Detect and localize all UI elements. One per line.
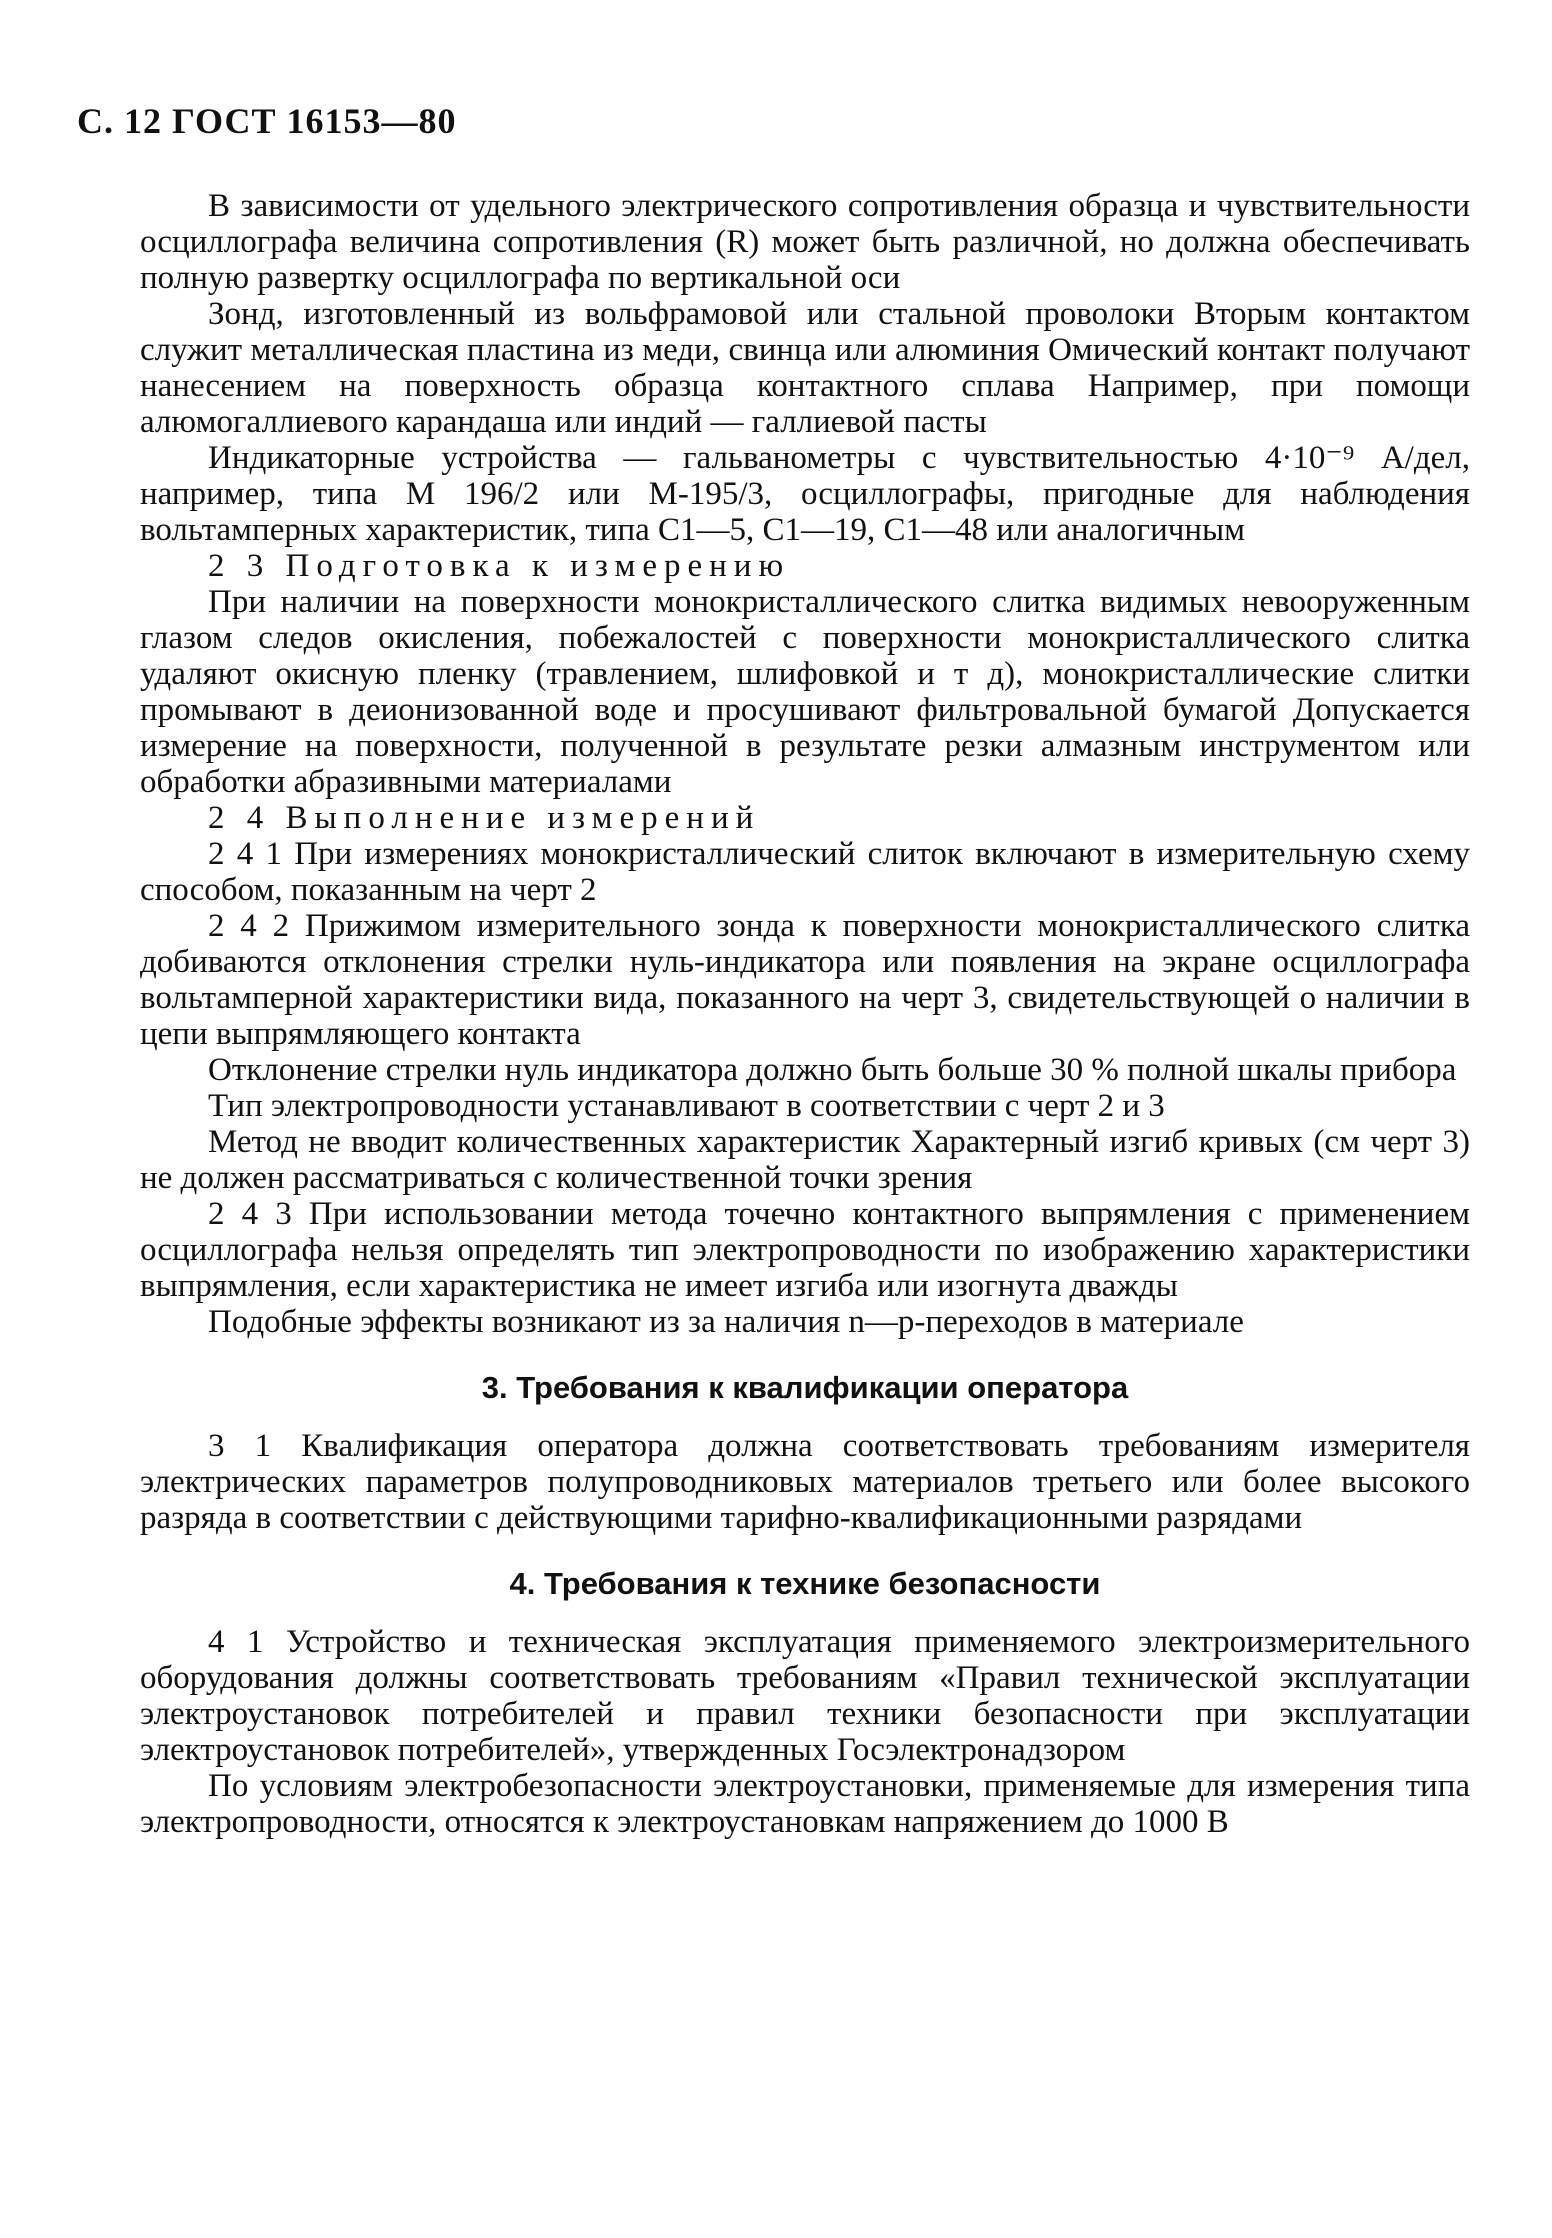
subsection-heading: 2 3 Подготовка к измерению [208, 548, 791, 584]
page-header: С. 12 ГОСТ 16153—80 [77, 101, 457, 141]
paragraph: Метод не вводит количественных характеристик Характерный изгиб кривых (см черт 3) не должен рассматриваться с количественной точки зрения [140, 1124, 1470, 1196]
paragraph: 2 4 3 При использовании метода точечно контактного выпрямления с применением осциллографа нельзя определять тип электропроводности по изображению характеристики выпрямления, если характеристика не имеет изгиба или изогнута дважды [140, 1196, 1470, 1304]
paragraph: Подобные эффекты возникают из за наличия n—p-переходов в материале [208, 1304, 1244, 1340]
subsection-heading: 2 4 Выполнение измерений [208, 800, 761, 836]
paragraph: 4 1 Устройство и техническая эксплуатация применяемого электроизмерительного оборудования должны соответствовать требованиям «Правил технической эксплуатации электроустановок потребителей и правил техники безопасности при эксплуатации электроустановок потребителей», утвержденных Госэлектронадзором [140, 1624, 1470, 1768]
paragraph: По условиям электробезопасности электроустановки, применяемые для измерения типа электропроводности, относятся к электроустановкам напряжением до 1000 В [140, 1768, 1470, 1840]
document-body [140, 188, 1470, 1840]
paragraph: 3 1 Квалификация оператора должна соответствовать требованиям измерителя электрических параметров полупроводниковых материалов третьего или более высокого разряда в соответствии с действующими тарифно-квалификационными разрядами [140, 1428, 1470, 1536]
paragraph: Индикаторные устройства — гальванометры с чувствительностью 4·10⁻⁹ А/дел, например, типа М 196/2 или М-195/3, осциллографы, пригодные для наблюдения вольтамперных характеристик, типа С1—5, С1—19, С1—48 или аналогичным [140, 440, 1470, 548]
paragraph: Зонд, изготовленный из вольфрамовой или стальной проволоки Вторым контактом служит металлическая пластина из меди, свинца или алюминия Омический контакт получают нанесением на поверхность образца контактного сплава Например, при помощи алюмогаллиевого карандаша или индий — галлиевой пасты [140, 296, 1470, 440]
section-heading: 4. Требования к технике безопасности [509, 1566, 1101, 1601]
section-heading: 3. Требования к квалификации оператора [481, 1370, 1129, 1405]
paragraph: При наличии на поверхности монокристаллического слитка видимых невооруженным глазом следов окисления, побежалостей с поверхности монокристаллического слитка удаляют окисную пленку (травлением, шлифовкой и т д), монокристаллические слитки промывают в деионизованной воде и просушивают фильтровальной бумагой Допускается измерение на поверхности, полученной в результате резки алмазным инструментом или обработки абразивными материалами [140, 584, 1470, 800]
paragraph: 2 4 2 Прижимом измерительного зонда к поверхности монокристаллического слитка добиваются отклонения стрелки нуль-индикатора или появления на экране осциллографа вольтамперной характеристики вида, показанного на черт 3, свидетельствующей о наличии в цепи выпрямляющего контакта [140, 908, 1470, 1052]
paragraph: Тип электропроводности устанавливают в соответствии с черт 2 и 3 [208, 1088, 1165, 1124]
paragraph: В зависимости от удельного электрического сопротивления образца и чувствительности осциллографа величина сопротивления (R) может быть различной, но должна обеспечивать полную развертку осциллографа по вертикальной оси [140, 188, 1470, 296]
paragraph: Отклонение стрелки нуль индикатора должно быть больше 30 % полной шкалы прибора [208, 1052, 1457, 1088]
paragraph: 2 4 1 При измерениях монокристаллический слиток включают в измерительную схему способом, показанным на черт 2 [140, 836, 1470, 908]
